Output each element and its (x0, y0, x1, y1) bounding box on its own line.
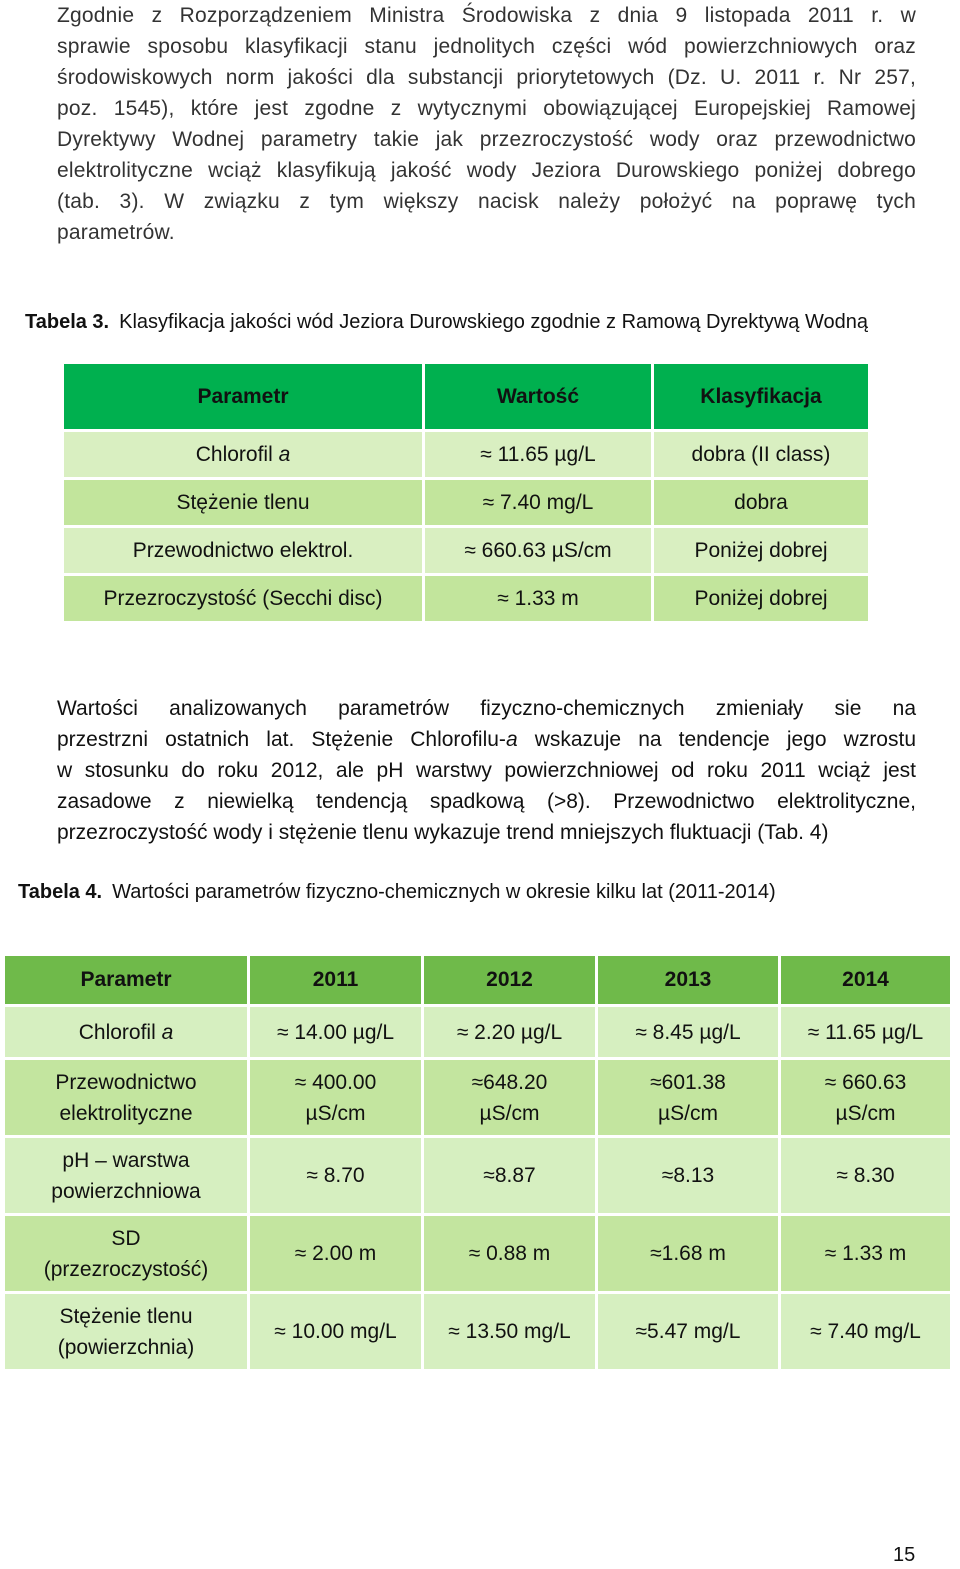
param-cell (64, 432, 422, 477)
table-row (5, 1060, 950, 1135)
text-line: środowiskowych norm jakości dla substancji priorytetowych (Dz. U. 2011 r. Nr 257, (57, 66, 916, 89)
table-row (64, 480, 868, 525)
table-header-row (5, 956, 950, 1004)
value-cell: ≈8.87 (424, 1138, 595, 1213)
header-cell: 2011 (250, 956, 421, 1004)
value-cell: ≈ 8.30 (781, 1138, 950, 1213)
text-segment: przestrzni ostatnich lat. Stężenie Chlorofilu-a wskazuje na tendencje jego wzrostu (57, 728, 916, 751)
value-unit: µS/cm (658, 1101, 718, 1125)
value-unit: µS/cm (479, 1101, 540, 1125)
value-cell (598, 1060, 778, 1135)
value-cell (424, 1060, 595, 1135)
table-row (5, 1138, 950, 1213)
value-cell: ≈ 13.50 mg/L (424, 1294, 595, 1369)
param-cell: Przewodnictwo elektrol. (64, 528, 422, 573)
param-text: (powierzchnia) (57, 1335, 195, 1359)
value-unit: µS/cm (305, 1101, 366, 1125)
header-cell: Parametr (64, 364, 422, 429)
table3-caption-label: Tabela 3. (25, 311, 110, 333)
header-cell: 2012 (424, 956, 595, 1004)
text-line: Wartości analizowanych parametrów fizyczno-chemicznych zmieniały sie na (57, 697, 916, 720)
value-cell: ≈ 10.00 mg/L (250, 1294, 421, 1369)
value-cell (781, 1060, 950, 1135)
class-cell: dobra (654, 480, 868, 525)
table3-caption (25, 310, 868, 334)
table-row (5, 1007, 950, 1057)
param-text: Chlorofil (78, 1020, 162, 1044)
value-cell: ≈5.47 mg/L (598, 1294, 778, 1369)
table-row (64, 432, 868, 477)
class-cell: Poniżej dobrej (654, 528, 868, 573)
value-cell (250, 1060, 421, 1135)
value-cell: ≈ 8.70 (250, 1138, 421, 1213)
value-cell: ≈ 1.33 m (781, 1216, 950, 1291)
text-line: przezroczystość wody i stężenie tlenu wykazuje trend mniejszych fluktuacji (Tab. 4) (57, 821, 829, 844)
param-cell (5, 1007, 247, 1057)
page-number: 15 (893, 1544, 916, 1566)
class-cell: Poniżej dobrej (654, 576, 868, 621)
value-cell: ≈ 2.00 m (250, 1216, 421, 1291)
param-cell: Przezroczystość (Secchi disc) (64, 576, 422, 621)
text-line: sprawie sposobu klasyfikacji stanu jednolitych części wód powierzchniowych oraz (57, 35, 916, 58)
text-line: w stosunku do roku 2012, ale pH warstwy powierzchniowej od roku 2011 wciąż jest (57, 759, 916, 782)
value-cell: ≈ 7.40 mg/L (425, 480, 651, 525)
value-cell: ≈ 0.88 m (424, 1216, 595, 1291)
header-cell: Klasyfikacja (654, 364, 868, 429)
param-italic: a (161, 1020, 174, 1044)
param-text: Chlorofil (195, 442, 279, 466)
text-line: (tab. 3). W związku z tym większy nacisk należy położyć na poprawę tych (57, 190, 916, 213)
value-cell: ≈8.13 (598, 1138, 778, 1213)
text-line: elektrolityczne wciąż klasyfikują jakość wody Jeziora Durowskiego poniżej dobrego (57, 159, 916, 182)
value-cell: ≈1.68 m (598, 1216, 778, 1291)
value-number: ≈601.38 (650, 1070, 726, 1094)
table-row (5, 1216, 950, 1291)
text-line: Dyrektywy Wodnej parametry takie jak przezroczystość wody oraz przewodnictwo (57, 128, 916, 151)
value-cell: ≈ 8.45 µg/L (598, 1007, 778, 1057)
value-cell: ≈ 14.00 µg/L (250, 1007, 421, 1057)
table-row (5, 1294, 950, 1369)
table3-caption-text: Klasyfikacja jakości wód Jeziora Durowskiego zgodnie z Ramową Dyrektywą Wodną (119, 311, 868, 333)
param-text: powierzchniowa (51, 1179, 201, 1203)
param-text: SD (111, 1226, 141, 1250)
value-unit: µS/cm (835, 1101, 896, 1125)
param-cell (5, 1138, 247, 1213)
multiyear-table (2, 953, 953, 1372)
header-cell: Parametr (5, 956, 247, 1004)
param-cell (5, 1060, 247, 1135)
param-italic: a (278, 442, 291, 466)
table4-caption-text: Wartości parametrów fizyczno-chemicznych w okresie kilku lat (2011-2014) (112, 881, 776, 903)
text-line: zasadowe z niewielką tendencją spadkową (>8). Przewodnictwo elektrolityczne, (57, 790, 916, 813)
text-line: poz. 1545), które jest zgodne z wytycznymi obowiązującej Europejskiej Ramowej (57, 97, 916, 120)
value-cell: ≈ 2.20 µg/L (424, 1007, 595, 1057)
classification-table (61, 361, 871, 624)
value-number: ≈648.20 (471, 1070, 548, 1094)
text-line: Zgodnie z Rozporządzeniem Ministra Środowiska z dnia 9 listopada 2011 r. w (57, 4, 916, 27)
param-cell (5, 1216, 247, 1291)
value-number: ≈ 400.00 (294, 1070, 377, 1094)
value-cell: ≈ 660.63 µS/cm (425, 528, 651, 573)
italic-letter: a (505, 728, 518, 751)
param-cell (5, 1294, 247, 1369)
class-cell: dobra (II class) (654, 432, 868, 477)
table-row (64, 576, 868, 621)
table4-caption (18, 880, 776, 904)
header-cell: 2013 (598, 956, 778, 1004)
value-number: ≈ 660.63 (824, 1070, 907, 1094)
value-cell: ≈ 1.33 m (425, 576, 651, 621)
paragraph-intro (57, 0, 916, 248)
param-text: (przezroczystość) (43, 1257, 209, 1281)
table4-caption-label: Tabela 4. (18, 881, 103, 903)
table-row (64, 528, 868, 573)
text-line: parametrów. (57, 221, 175, 244)
text-line (57, 724, 916, 755)
table-header-row (64, 364, 868, 429)
param-text: elektrolityczne (59, 1101, 193, 1125)
param-cell: Stężenie tlenu (64, 480, 422, 525)
value-cell: ≈ 11.65 µg/L (781, 1007, 950, 1057)
param-text: Stężenie tlenu (59, 1304, 193, 1328)
header-cell: 2014 (781, 956, 950, 1004)
paragraph-analysis (57, 693, 916, 848)
value-cell: ≈ 7.40 mg/L (781, 1294, 950, 1369)
value-cell: ≈ 11.65 µg/L (425, 432, 651, 477)
header-cell: Wartość (425, 364, 651, 429)
param-text: pH – warstwa (62, 1148, 190, 1172)
param-text: Przewodnictwo (55, 1070, 197, 1094)
